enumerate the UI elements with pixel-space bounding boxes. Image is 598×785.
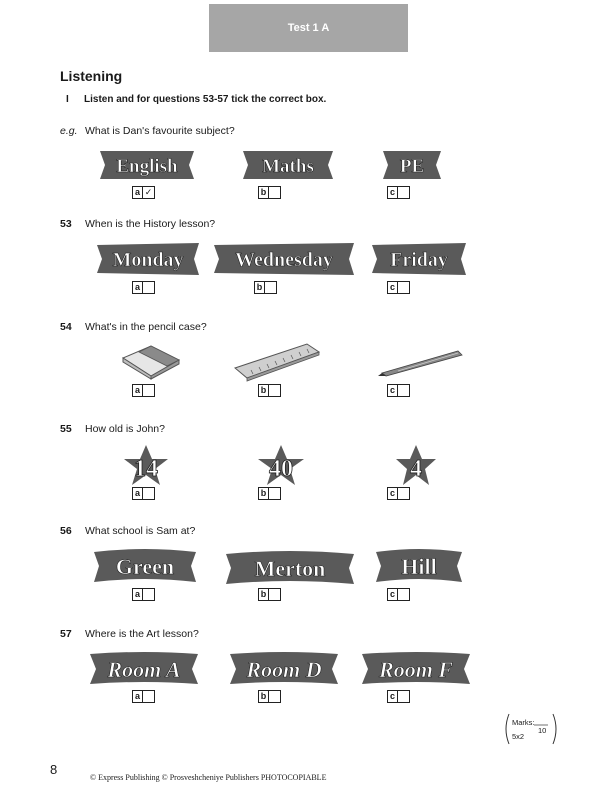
question-text: What is Dan's favourite subject?: [85, 125, 235, 137]
checkbox-tick-area: [398, 187, 409, 198]
check-mark-icon: ✓: [144, 187, 153, 197]
question-number: 57: [60, 628, 72, 640]
ruler-icon: [233, 340, 321, 382]
checkbox-a[interactable]: [132, 588, 155, 601]
checkbox-a[interactable]: [132, 690, 155, 703]
checkbox-letter: b: [259, 385, 269, 396]
option-room-d[interactable]: [228, 650, 340, 688]
marks-fraction: 5x2: [512, 732, 525, 741]
option-label: Friday: [390, 249, 448, 271]
option-40[interactable]: [256, 443, 306, 487]
option-label: 14: [134, 456, 158, 482]
checkbox-tick-area: [269, 691, 280, 702]
checkbox-tick-area: [398, 589, 409, 600]
checkbox-letter: b: [255, 282, 265, 293]
question-text: What's in the pencil case?: [85, 321, 207, 333]
option-label: Merton: [254, 556, 326, 581]
pen-icon: [378, 345, 466, 377]
option-room-a[interactable]: [88, 650, 200, 688]
checkbox-tick-area: [269, 488, 280, 499]
option-hill[interactable]: [374, 546, 464, 586]
question-53: [60, 218, 215, 230]
option-pe[interactable]: [380, 148, 444, 182]
option-14[interactable]: [122, 443, 170, 487]
checkbox-tick-area: [398, 488, 409, 499]
question-number: e.g.: [60, 125, 78, 137]
question-54: [60, 321, 207, 333]
checkbox-b[interactable]: [258, 384, 281, 397]
question-number: 53: [60, 218, 72, 230]
banner-shape: [88, 650, 200, 688]
question-example: [60, 125, 235, 137]
checkbox-c[interactable]: [387, 588, 410, 601]
marks-label: Marks:: [512, 718, 535, 727]
banner-shape: [92, 546, 198, 586]
checkbox-letter: a: [133, 488, 143, 499]
option-label: PE: [399, 156, 425, 177]
checkbox-letter: c: [388, 488, 398, 499]
question-number: 55: [60, 423, 72, 435]
option-label: 40: [269, 456, 293, 482]
checkbox-tick-area: [143, 691, 154, 702]
question-text: How old is John?: [85, 423, 165, 435]
checkbox-letter: a: [133, 282, 143, 293]
checkbox-b[interactable]: [258, 588, 281, 601]
option-label: English: [116, 156, 178, 177]
checkbox-a[interactable]: [132, 281, 155, 294]
eraser-icon: [117, 342, 183, 380]
checkbox-c[interactable]: [387, 690, 410, 703]
question-number: 56: [60, 525, 72, 537]
question-55: [60, 423, 165, 435]
checkbox-tick-area: [269, 385, 280, 396]
option-merton[interactable]: [224, 548, 356, 588]
option-4[interactable]: [394, 443, 438, 487]
checkbox-tick-area: [269, 187, 280, 198]
option-label: Hill: [401, 554, 437, 579]
checkbox-letter: b: [259, 488, 269, 499]
option-room-f[interactable]: [360, 650, 472, 688]
checkbox-letter: a: [133, 691, 143, 702]
ruler-image[interactable]: [233, 340, 321, 382]
checkbox-tick-area: [398, 691, 409, 702]
instruction-text: Listen and for questions 53-57 tick the correct box.: [84, 94, 327, 105]
checkbox-tick-area: [398, 282, 409, 293]
checkbox-letter: c: [388, 385, 398, 396]
option-label: Maths: [262, 156, 314, 177]
banner-shape: [212, 241, 356, 277]
checkbox-tick-area: [265, 282, 276, 293]
checkbox-letter: a: [133, 385, 143, 396]
option-friday[interactable]: [370, 241, 468, 277]
footer-copyright: © Express Publishing © Prosveshcheniye Publishers PHOTOCOPIABLE: [90, 773, 327, 782]
option-green[interactable]: [92, 546, 198, 586]
banner-shape: [380, 148, 444, 182]
question-56: [60, 525, 195, 537]
banner-shape: [374, 546, 464, 586]
option-label: Green: [115, 554, 175, 579]
checkbox-tick-area: [143, 282, 154, 293]
checkbox-letter: c: [388, 187, 398, 198]
banner-shape: [360, 650, 472, 688]
pen-image[interactable]: [378, 345, 466, 377]
option-label: Room A: [107, 657, 181, 682]
test-header-tab: Test 1 A: [209, 4, 408, 52]
checkbox-letter: c: [388, 282, 398, 293]
checkbox-a[interactable]: [132, 487, 155, 500]
checkbox-a[interactable]: [132, 186, 155, 199]
option-label: Monday: [112, 249, 184, 271]
banner-shape: [224, 548, 356, 588]
star-badge: [122, 443, 170, 487]
checkbox-tick-area: [143, 589, 154, 600]
section-title: Listening: [60, 68, 123, 84]
checkbox-b[interactable]: [258, 690, 281, 703]
eraser-image[interactable]: [117, 342, 183, 380]
checkbox-c[interactable]: [387, 487, 410, 500]
question-text: When is the History lesson?: [85, 218, 216, 230]
option-label: 4: [410, 456, 422, 482]
checkbox-a[interactable]: [132, 384, 155, 397]
marks-total: 10: [538, 726, 547, 735]
checkbox-b[interactable]: [254, 281, 277, 294]
checkbox-b[interactable]: [258, 186, 281, 199]
option-wednesday[interactable]: [212, 241, 356, 277]
marks-box: [504, 712, 558, 746]
checkbox-tick-area: [143, 385, 154, 396]
checkbox-c[interactable]: [387, 384, 410, 397]
banner-shape: [370, 241, 468, 277]
instruction: [66, 94, 326, 105]
banner-shape: [240, 148, 336, 182]
checkbox-letter: c: [388, 589, 398, 600]
option-maths[interactable]: [240, 148, 336, 182]
checkbox-letter: b: [259, 589, 269, 600]
question-text: Where is the Art lesson?: [85, 628, 199, 640]
question-text: What school is Sam at?: [85, 525, 196, 537]
question-57: [60, 628, 199, 640]
checkbox-letter: a: [133, 187, 143, 198]
option-label: Wednesday: [235, 249, 333, 271]
checkbox-tick-area: [398, 385, 409, 396]
option-label: Room F: [379, 657, 453, 682]
checkbox-c[interactable]: [387, 186, 410, 199]
banner-shape: [95, 241, 201, 277]
checkbox-letter: a: [133, 589, 143, 600]
instruction-number: I: [66, 94, 69, 105]
option-label: Room D: [246, 657, 322, 682]
banner-shape: [97, 148, 197, 182]
option-monday[interactable]: [95, 241, 201, 277]
question-number: 54: [60, 321, 72, 333]
banner-shape: [228, 650, 340, 688]
checkbox-tick-area: [269, 589, 280, 600]
option-english[interactable]: [97, 148, 197, 182]
checkbox-b[interactable]: [258, 487, 281, 500]
star-badge: [256, 443, 306, 487]
checkbox-tick-area: [143, 488, 154, 499]
checkbox-letter: b: [259, 691, 269, 702]
star-badge: [394, 443, 438, 487]
checkbox-letter: b: [259, 187, 269, 198]
checkbox-letter: c: [388, 691, 398, 702]
checkbox-c[interactable]: [387, 281, 410, 294]
page-number: 8: [50, 762, 58, 777]
